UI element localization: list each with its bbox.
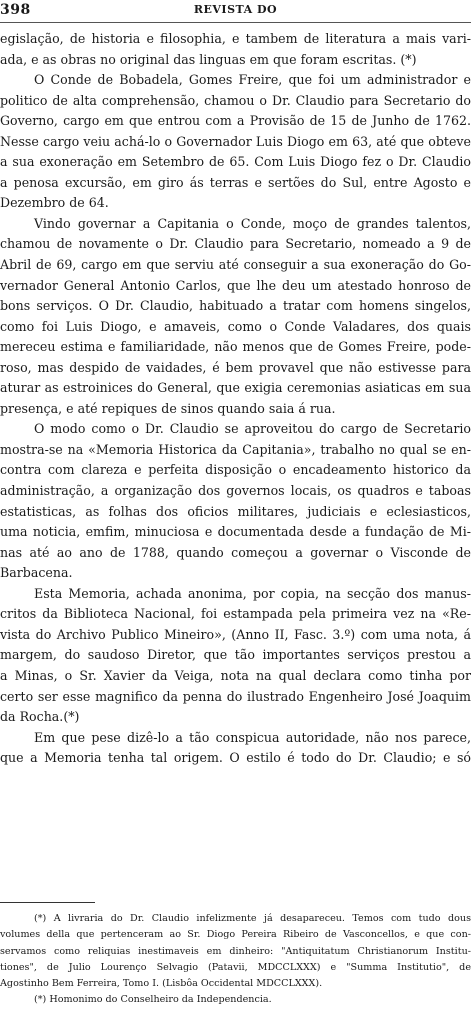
footnote-line: servamos como reliquias inestimaveis em dinheiro: "Antiquitatum Christianorum Institu- [0, 945, 471, 957]
text-line: margem, do saudoso Diretor, que tão importantes serviços prestou a [0, 647, 471, 663]
text-line: nas até ao ano de 1788, quando começou a governar o Visconde de [0, 544, 471, 560]
text-line: chamou de novamente o Dr. Claudio para Secretario, nomeado a 9 de [0, 236, 471, 252]
text-line: Abril de 69, cargo em que serviu até conseguir a sua exoneração do Go- [0, 257, 471, 273]
text-line: Barbacena. [0, 565, 73, 581]
footnote-line: (*) A livraria do Dr. Claudio infelizmente já desapareceu. Temos com tudo dous [34, 913, 471, 924]
text-line: aturar as estroinices do General, que exigia ceremonias asiaticas em sua [0, 380, 471, 396]
text-line: Dezembro de 64. [0, 195, 109, 211]
text-line: a penosa excursão, em giro ás terras e sertões do Sul, entre Agosto e [0, 174, 471, 190]
text-line: Governo, cargo em que entrou com a Provisão de 15 de Junho de 1762. [0, 113, 471, 129]
text-line: certo ser esse magnifico da penna do ilustrado Engenheiro José Joaquim [0, 688, 471, 704]
running-head: REVISTA DO [193, 3, 278, 16]
text-line: politico de alta comprehensão, chamou o Dr. Claudio para Secretario do [0, 92, 471, 108]
text-line: que a Memoria tenha tal origem. O estilo é todo do Dr. Claudio; e só [0, 750, 471, 766]
page-header [0, 0, 471, 23]
text-line: mostra-se na «Memoria Historica da Capitania», trabalho no qual se en- [0, 441, 471, 457]
text-line: a Minas, o Sr. Xavier da Veiga, nota na qual declara como tinha por [0, 667, 471, 683]
text-line: vernador General Antonio Carlos, que lhe deu um atestado honroso de [0, 277, 471, 293]
text-line: contra com clareza e perfeita disposição o encadeamento historico da [0, 462, 471, 478]
body-text [0, 29, 471, 769]
text-line: O modo como o Dr. Claudio se aproveitou do cargo de Secretario [34, 421, 471, 437]
text-line: bons serviços. O Dr. Claudio, habituado a tratar com homens singelos, [0, 298, 471, 314]
text-line: presença, e até repiques de sinos quando saia á rua. [0, 400, 336, 416]
text-line: Em que pese dizê-lo a tão conspicua autoridade, não nos parece, [34, 729, 471, 745]
page-number: 398 [0, 2, 31, 18]
footnote-line: Agostinho Bem Ferreira, Tomo I. (Lisbôa Occidental MDCCLXXX). [0, 978, 323, 990]
text-line: uma noticia, emfim, minuciosa e documentada desde a fundação de Mi- [0, 524, 471, 540]
footnotes [0, 911, 471, 1009]
text-line: administração, a organização dos governos locais, os quadros e taboas [0, 483, 471, 499]
text-line: egislação, de historia e filosophia, e tambem de literatura a mais vari- [0, 31, 471, 46]
text-line: Nesse cargo veiu achá-lo o Governador Luis Diogo em 63, até que obteve [0, 133, 471, 149]
text-line: critos da Biblioteca Nacional, foi estampada pela primeira vez na «Re- [0, 606, 471, 622]
text-line: ada, e as obras no original das linguas em que foram escritas. (*) [0, 51, 417, 67]
text-line: estatisticas, as folhas dos oficios militares, judiciais e eclesiasticos, [0, 503, 471, 519]
footnote-rule [0, 902, 95, 903]
footnote-line: (*) Homonimo do Conselheiro da Independencia. [34, 994, 272, 1006]
text-line: da Rocha.(*) [0, 709, 80, 725]
text-line: Esta Memoria, achada anonima, por copia, na secção dos manus- [34, 585, 471, 601]
text-line: como foi Luis Diogo, e amaveis, como o Conde Valadares, dos quais [0, 318, 471, 334]
text-line: a sua exoneração em Setembro de 65. Com Luis Diogo fez o Dr. Claudio [0, 154, 471, 170]
text-line: O Conde de Bobadela, Gomes Freire, que foi um administrador e [34, 72, 471, 88]
footnote-line: volumes della que pertenceram ao Sr. Diogo Pereira Ribeiro de Vasconcellos, e que con- [0, 929, 471, 941]
footnote-line: tiones", de Julio Lourenço Selvagio (Patavii, MDCCLXXX) e "Summa Institutio", de [0, 961, 471, 973]
text-line: Vindo governar a Capitania o Conde, moço de grandes talentos, [34, 215, 471, 231]
text-line: roso, mas despido de vaidades, é bem provavel que não estivesse para [0, 359, 471, 375]
text-line: mereceu estima e familiaridade, não menos que de Gomes Freire, pode- [0, 339, 471, 355]
text-line: vista do Archivo Publico Mineiro», (Anno II, Fasc. 3.º) com uma nota, á [0, 626, 471, 642]
